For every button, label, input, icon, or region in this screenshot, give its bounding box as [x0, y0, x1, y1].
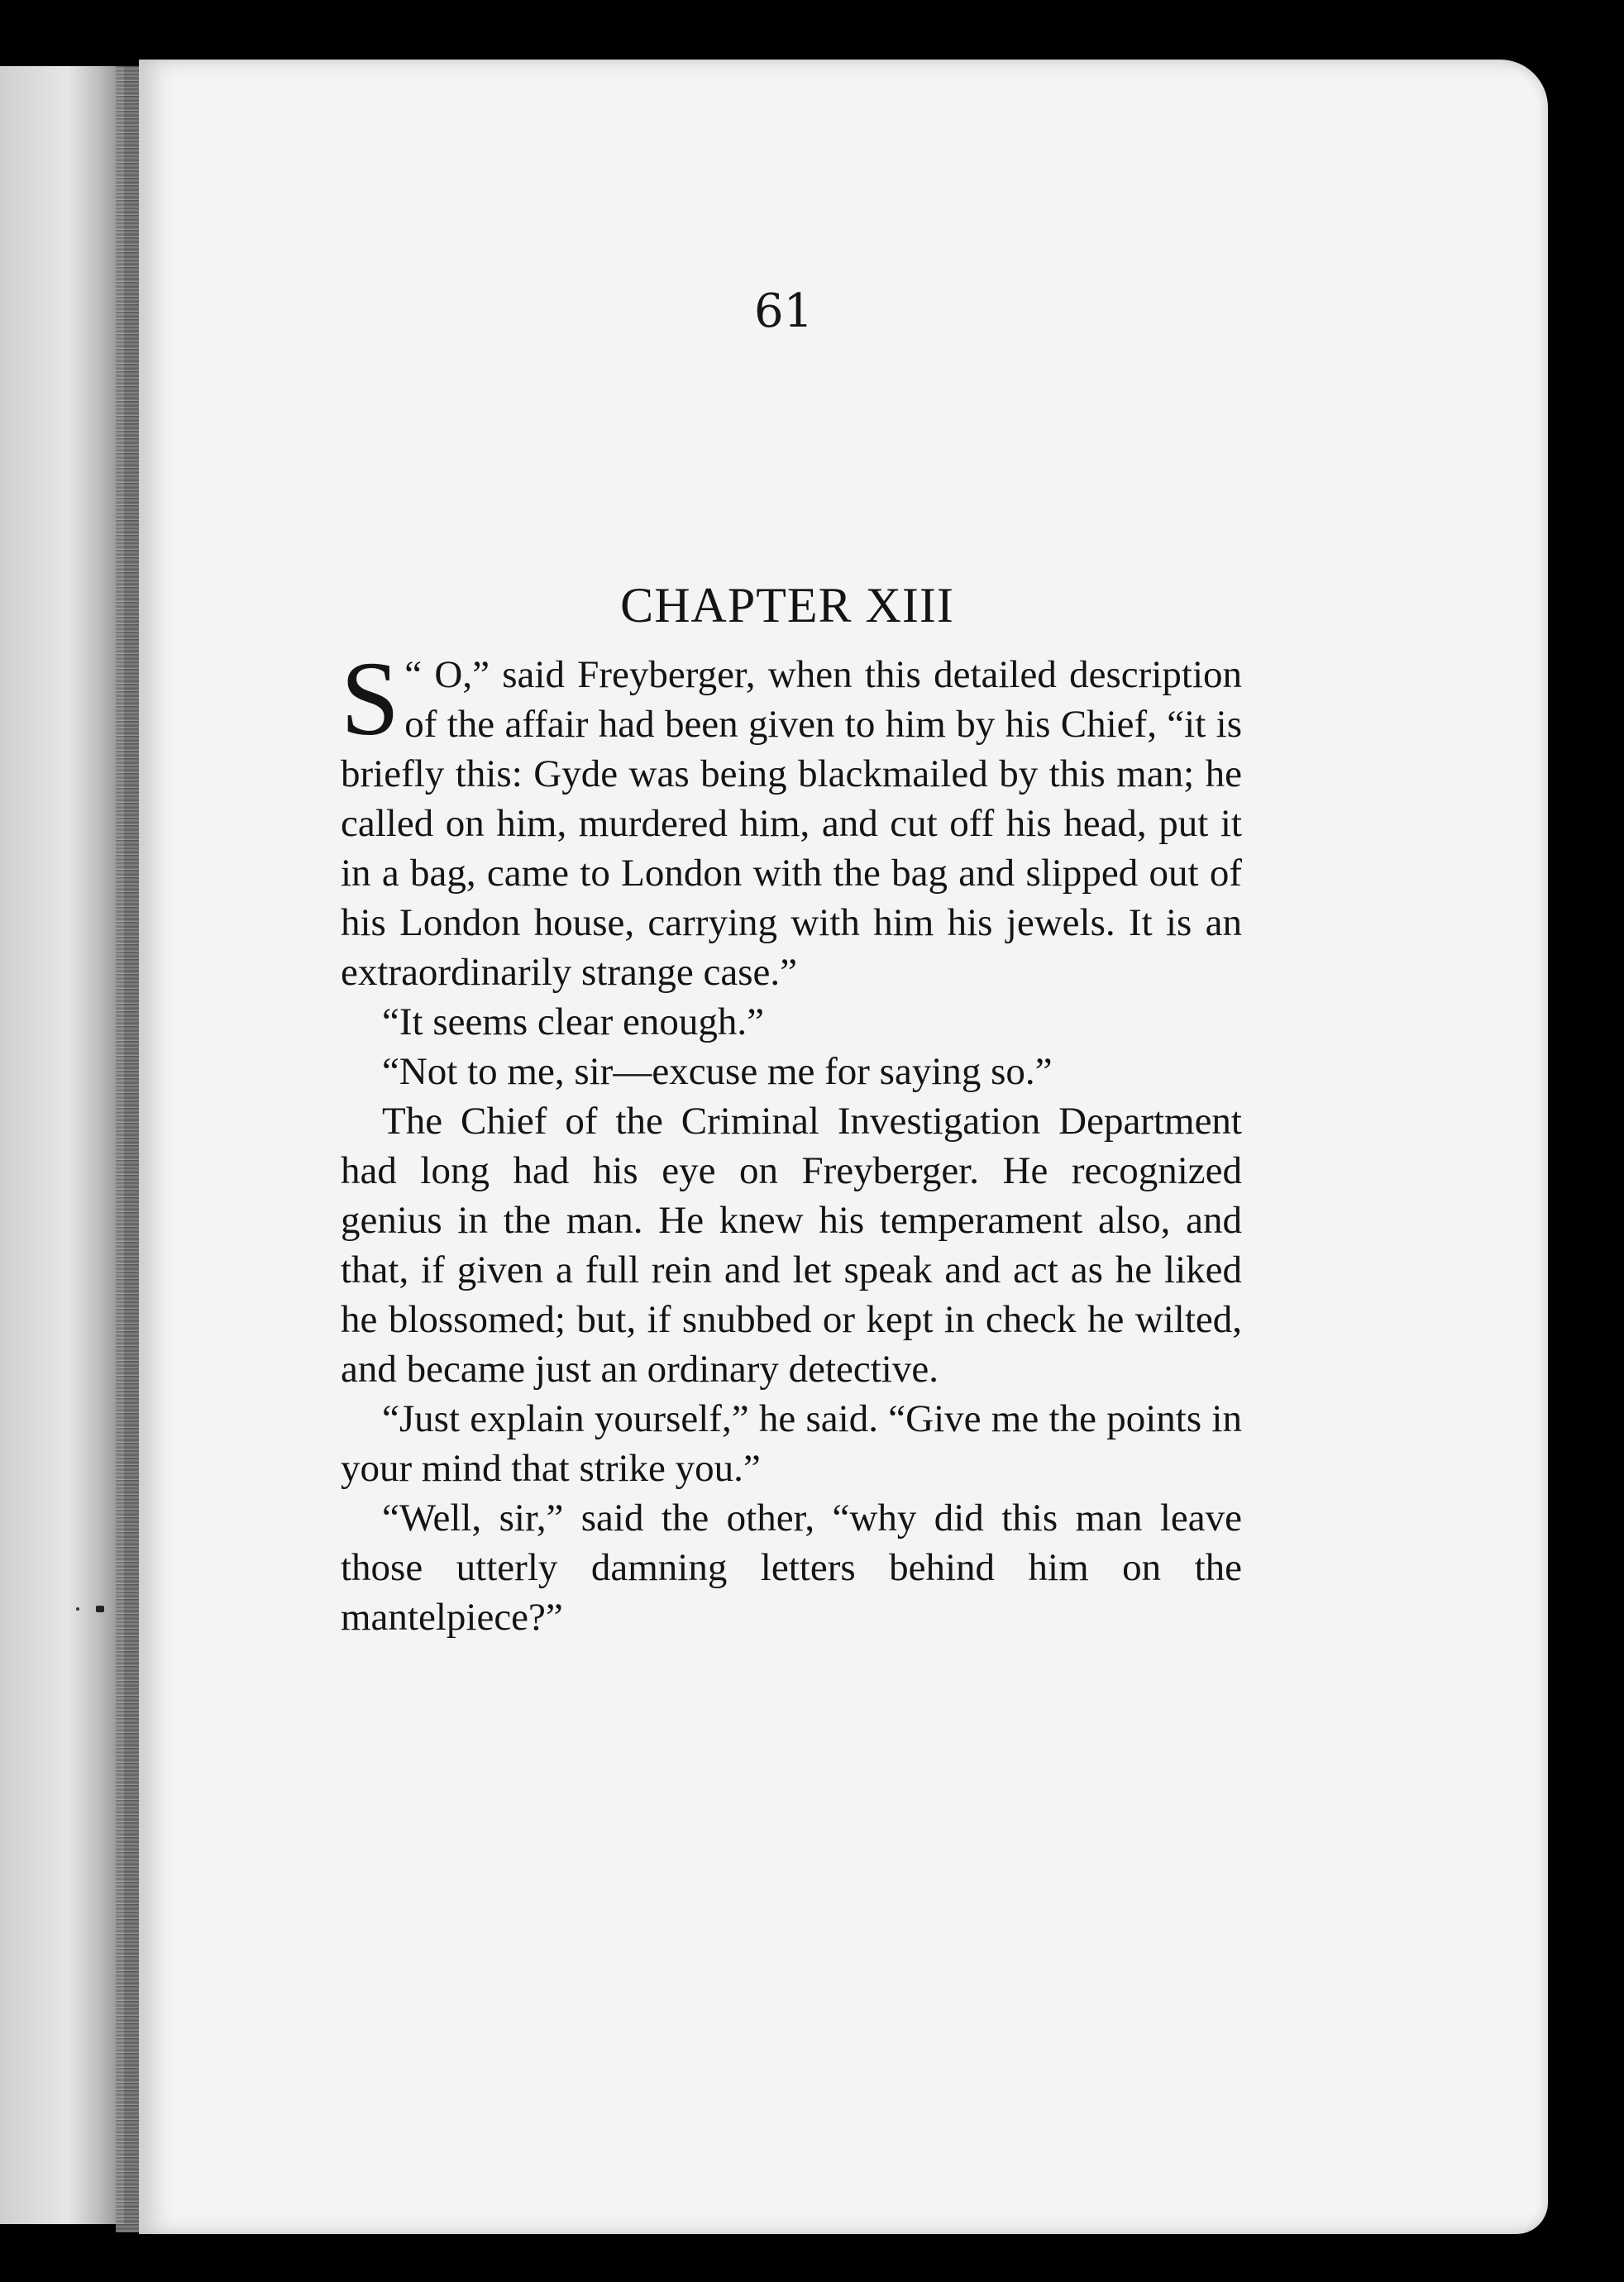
- paragraph: The Chief of the Criminal Investigation Department had long had his eye on Freyberger. He recognized genius in the man. He knew his temperament also, and that, if given a full rein and let speak and act as he liked he blossomed; but, if snubbed or kept in check he wilted, and became just an ordinary detective.: [341, 1100, 1242, 1391]
- opening-paragraph: [341, 640, 1242, 997]
- paragraph: “Not to me, sir—excuse me for saying so.”: [382, 1050, 1053, 1093]
- facing-page-edge: [0, 66, 124, 2224]
- drop-cap: S: [341, 640, 400, 757]
- chapter-heading: CHAPTER XIII: [620, 578, 954, 633]
- paragraph: “Just explain yourself,” he said. “Give me the points in your mind that strike you.”: [341, 1397, 1242, 1490]
- opening-quote-mark: “: [404, 653, 423, 696]
- paragraph: “Well, sir,” said the other, “why did this man leave those utterly damning letters behind him on the mantelpiece?”: [341, 1497, 1242, 1639]
- opening-paragraph-text: O,” said Freyberger, when this detailed description of the affair had been given to him by his Chief, “it is briefly this: Gyde was being blackmailed by this man; he called on him, murdered him, and cut off his head, put it in a bag, came to London with the bag and slipped out of his London house, carrying with him his jewels. It is an extraordinarily strange case.”: [341, 653, 1242, 994]
- scan-speck: [96, 1606, 104, 1612]
- body-text: [341, 640, 1242, 1642]
- scan-speck: [76, 1607, 79, 1611]
- page-number: 61: [754, 284, 814, 338]
- paragraph: “It seems clear enough.”: [382, 1000, 764, 1043]
